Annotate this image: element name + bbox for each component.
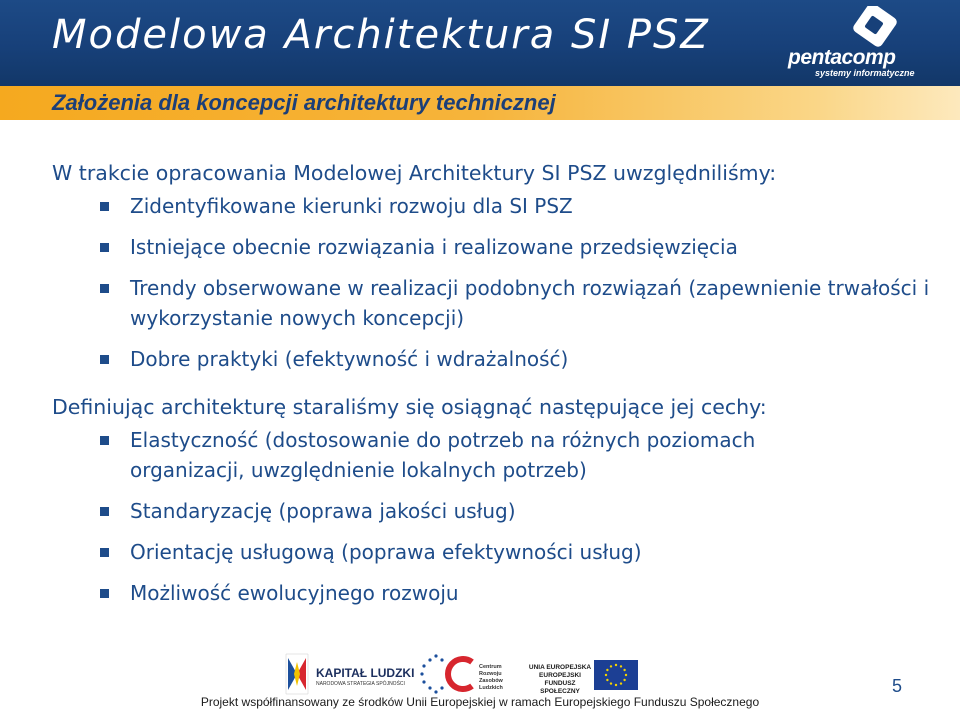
- footer-logos: [282, 652, 642, 696]
- list-item: Istniejące obecnie rozwiązania i realizowane przedsięwzięcia: [52, 232, 932, 262]
- square-bullet-icon: [100, 436, 109, 445]
- crzl-text: Centrum Rozwoju Zasobów Ludzkich: [479, 664, 503, 691]
- kapital-ludzki-logo-icon: [282, 652, 312, 696]
- footer-text: Projekt współfinansowany ze środków Unii Europejskiej w ramach Europejskiego Funduszu Społecznego: [200, 695, 760, 709]
- pentacomp-logo: [768, 6, 952, 82]
- crzl-logo-icon: [420, 652, 482, 696]
- section1-intro: W trakcie opracowania Modelowej Architektury SI PSZ uwzględniliśmy:: [52, 161, 777, 185]
- section1-list: [52, 191, 932, 374]
- section2-intro: Definiując architekturę staraliśmy się osiągnąć następujące jej cechy:: [52, 395, 767, 419]
- list-item: Trendy obserwowane w realizacji podobnych rozwiązań (zapewnienie trwałości i wykorzystanie nowych koncepcji): [52, 273, 932, 333]
- list-item: Zidentyfikowane kierunki rozwoju dla SI PSZ: [52, 191, 932, 221]
- slide-subtitle: Założenia dla koncepcji architektury technicznej: [52, 90, 556, 115]
- list-item: Możliwość ewolucyjnego rozwoju: [52, 578, 932, 608]
- square-bullet-icon: [100, 548, 109, 557]
- list-item: Elastyczność (dostosowanie do potrzeb na różnych poziomach organizacji, uwzględnienie lokalnych potrzeb): [52, 425, 932, 485]
- square-bullet-icon: [100, 507, 109, 516]
- eu-text: UNIA EUROPEJSKA EUROPEJSKI FUNDUSZ SPOŁECZNY: [528, 664, 592, 695]
- square-bullet-icon: [100, 202, 109, 211]
- logo-tagline: systemy informatyczne: [815, 68, 915, 78]
- page-number: 5: [892, 676, 903, 696]
- square-bullet-icon: [100, 355, 109, 364]
- subtitle-band: [0, 86, 960, 120]
- eu-flag-icon: [594, 660, 638, 690]
- header-band: [0, 0, 960, 86]
- logo-wordmark: pentacomp: [788, 46, 896, 69]
- slide-title: Modelowa Architektura SI PSZ: [52, 12, 710, 58]
- square-bullet-icon: [100, 243, 109, 252]
- kapital-ludzki-title: KAPITAŁ LUDZKI: [316, 666, 415, 680]
- section2-list: [52, 425, 932, 608]
- kapital-ludzki-subtitle: NARODOWA STRATEGIA SPÓJNOŚCI: [316, 681, 405, 687]
- list-item: Standaryzację (poprawa jakości usług): [52, 496, 932, 526]
- list-item: Dobre praktyki (efektywność i wdrażalność): [52, 344, 932, 374]
- list-item: Orientację usługową (poprawa efektywności usług): [52, 537, 932, 567]
- square-bullet-icon: [100, 284, 109, 293]
- slide-content: [52, 158, 932, 626]
- square-bullet-icon: [100, 589, 109, 598]
- logo-mark-icon: [838, 6, 910, 50]
